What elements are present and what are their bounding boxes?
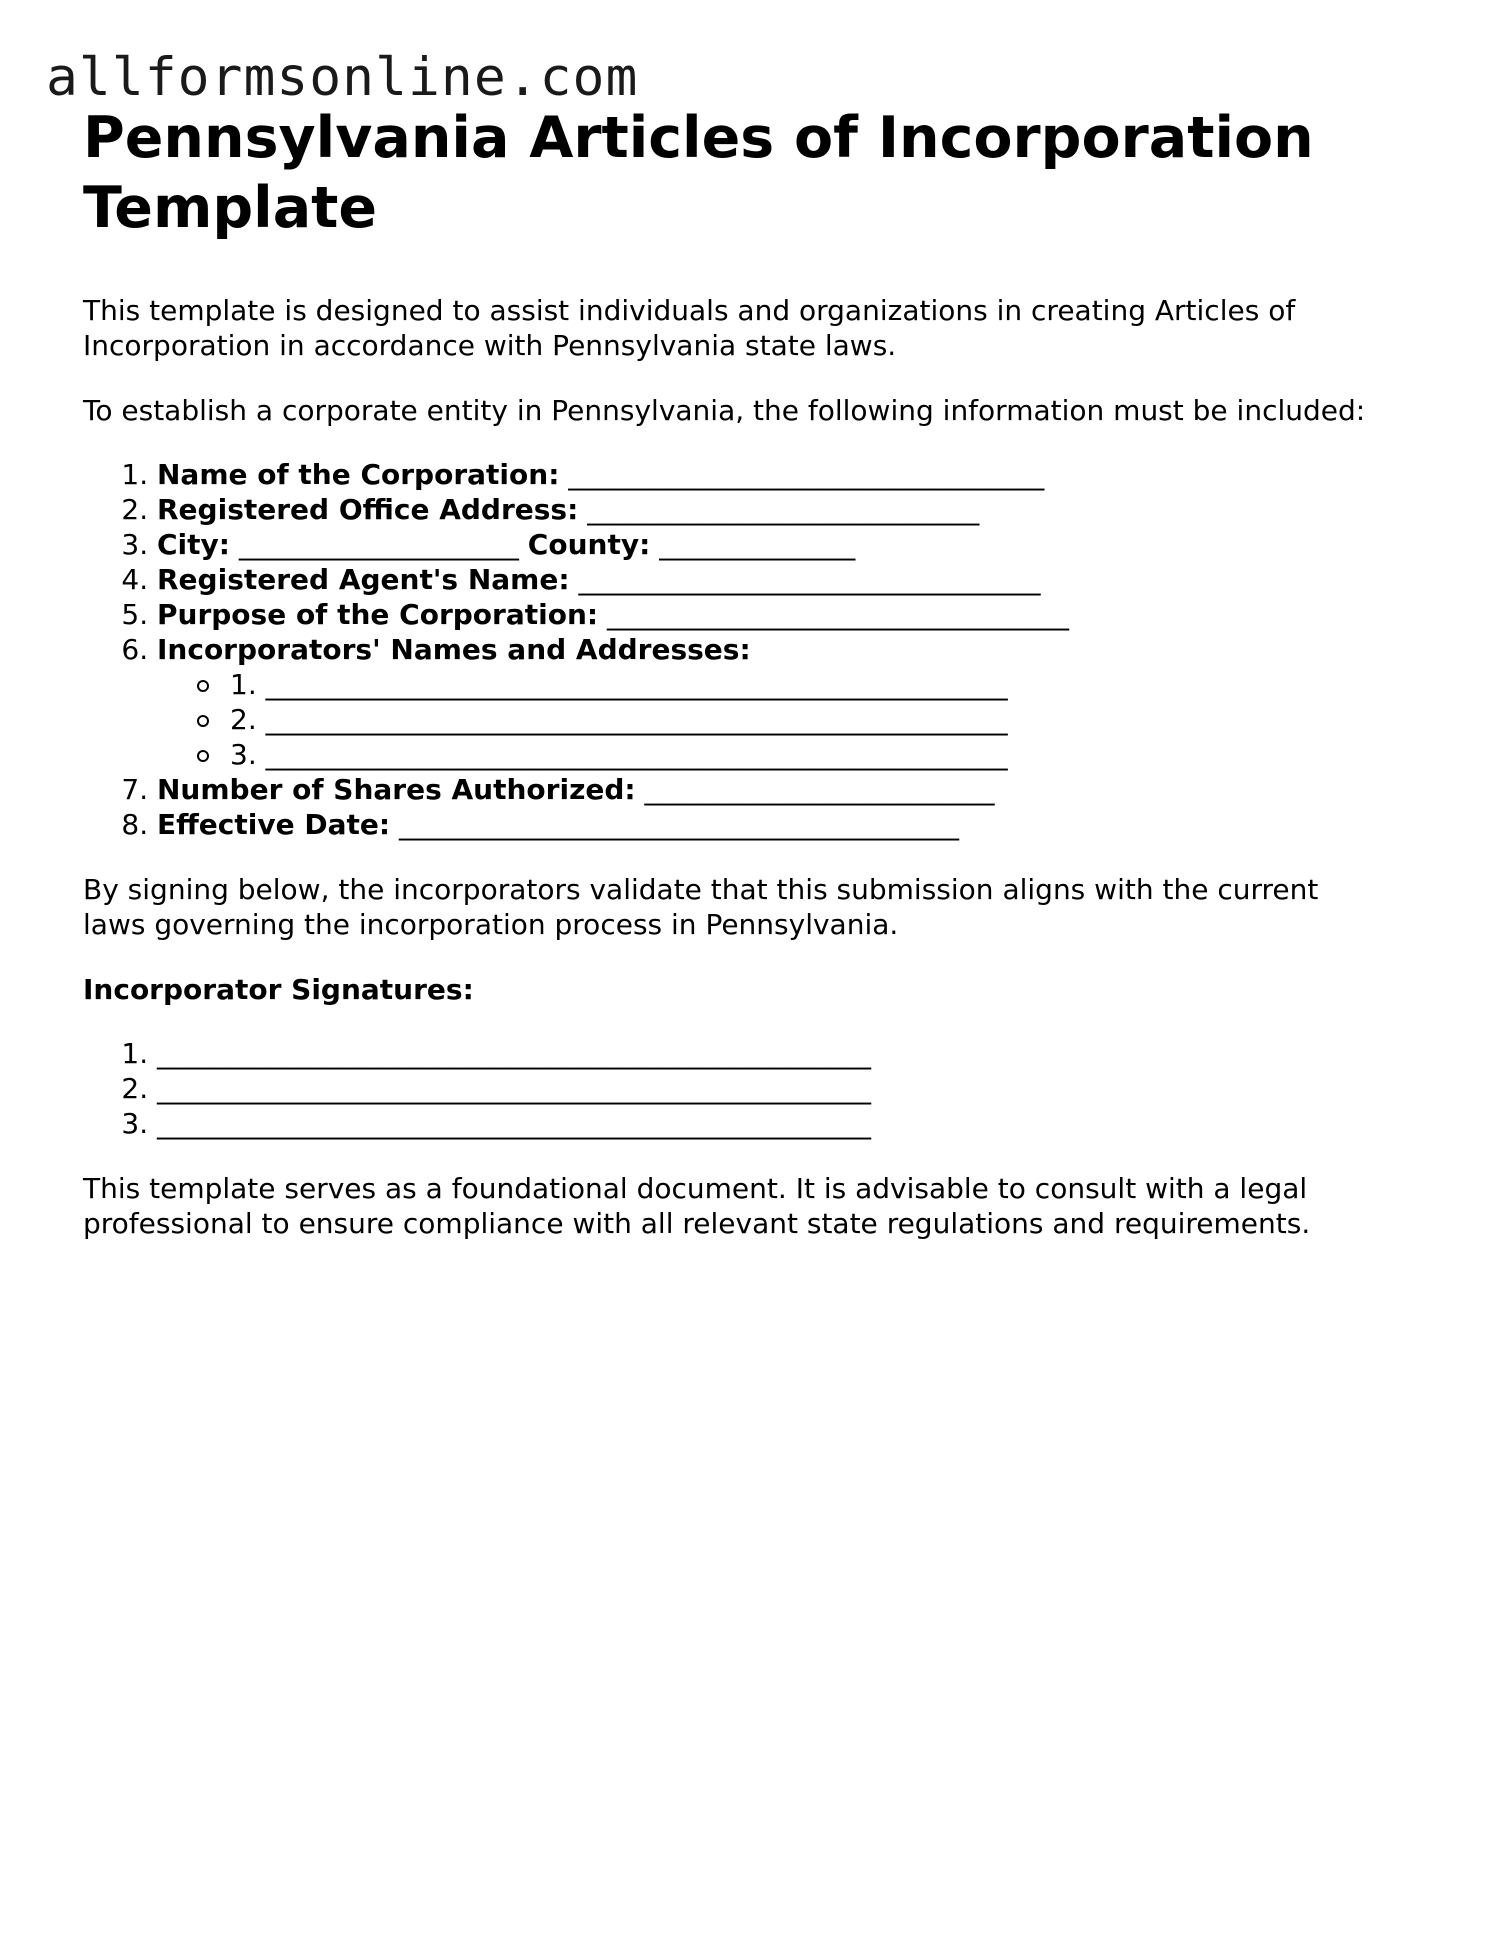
purpose-field[interactable]: _________________________________ (607, 598, 1070, 631)
list-item-incorporators (157, 632, 1443, 772)
shares-field[interactable]: _________________________ (644, 773, 995, 806)
incorporators-label: Incorporators' Names and Addresses: (157, 633, 751, 666)
required-info-list (83, 457, 1443, 842)
establish-paragraph: To establish a corporate entity in Pennsylvania, the following information must be included: (83, 394, 1366, 427)
incorporator-field-3[interactable]: 3. _____________________________________________________ (197, 737, 1443, 772)
county-field[interactable]: ______________ (659, 528, 856, 561)
signatures-heading: Incorporator Signatures: (83, 973, 474, 1006)
office-label: Registered Office Address: (157, 493, 579, 526)
list-item-date (157, 807, 1443, 842)
purpose-label: Purpose of the Corporation: (157, 598, 599, 631)
document-body (83, 103, 1443, 1241)
page-title (83, 103, 1443, 243)
date-field[interactable]: ________________________________________ (398, 808, 959, 841)
footer-paragraph (83, 1171, 1443, 1241)
office-field[interactable]: ____________________________ (587, 493, 980, 526)
agent-field[interactable]: _________________________________ (578, 563, 1041, 596)
agent-label: Registered Agent's Name: (157, 563, 570, 596)
list-item-name (157, 457, 1443, 492)
signing-line-1: By signing below, the incorporators validate that this submission aligns with the current (83, 873, 1319, 906)
county-label: County: (527, 528, 651, 561)
city-field[interactable]: ____________________ (238, 528, 519, 561)
incorporator-field-2[interactable]: 2. _____________________________________________________ (197, 702, 1443, 737)
intro-line-2: Incorporation in accordance with Pennsylvania state laws. (83, 329, 897, 362)
list-item-city (157, 527, 1443, 562)
signature-field-2[interactable]: 2. ___________________________________________________ (157, 1071, 1443, 1106)
city-label: City: (157, 528, 230, 561)
name-label: Name of the Corporation: (157, 458, 560, 491)
list-item-shares (157, 772, 1443, 807)
list-item-agent (157, 562, 1443, 597)
incorporator-field-1[interactable]: 1. _____________________________________________________ (197, 667, 1443, 702)
title-line-1: Pennsylvania Articles of Incorporation (83, 105, 1314, 171)
signature-field-3[interactable]: 3. ___________________________________________________ (157, 1106, 1443, 1141)
signature-list (83, 1036, 1443, 1141)
signing-line-2: laws governing the incorporation process in Pennsylvania. (83, 908, 899, 941)
title-line-2: Template (83, 175, 378, 241)
signing-paragraph (83, 872, 1443, 942)
watermark: allformsonline.com (46, 47, 639, 108)
footer-line-1: This template serves as a foundational document. It is advisable to consult with a legal (83, 1172, 1308, 1205)
shares-label: Number of Shares Authorized: (157, 773, 636, 806)
footer-line-2: professional to ensure compliance with all relevant state regulations and requirements. (83, 1207, 1311, 1240)
name-field[interactable]: __________________________________ (568, 458, 1045, 491)
list-item-purpose (157, 597, 1443, 632)
intro-paragraph (83, 293, 1443, 363)
signature-field-1[interactable]: 1. ___________________________________________________ (157, 1036, 1443, 1071)
list-item-office (157, 492, 1443, 527)
incorporators-sublist (157, 667, 1443, 772)
date-label: Effective Date: (157, 808, 391, 841)
intro-line-1: This template is designed to assist individuals and organizations in creating Articles of (83, 294, 1296, 327)
